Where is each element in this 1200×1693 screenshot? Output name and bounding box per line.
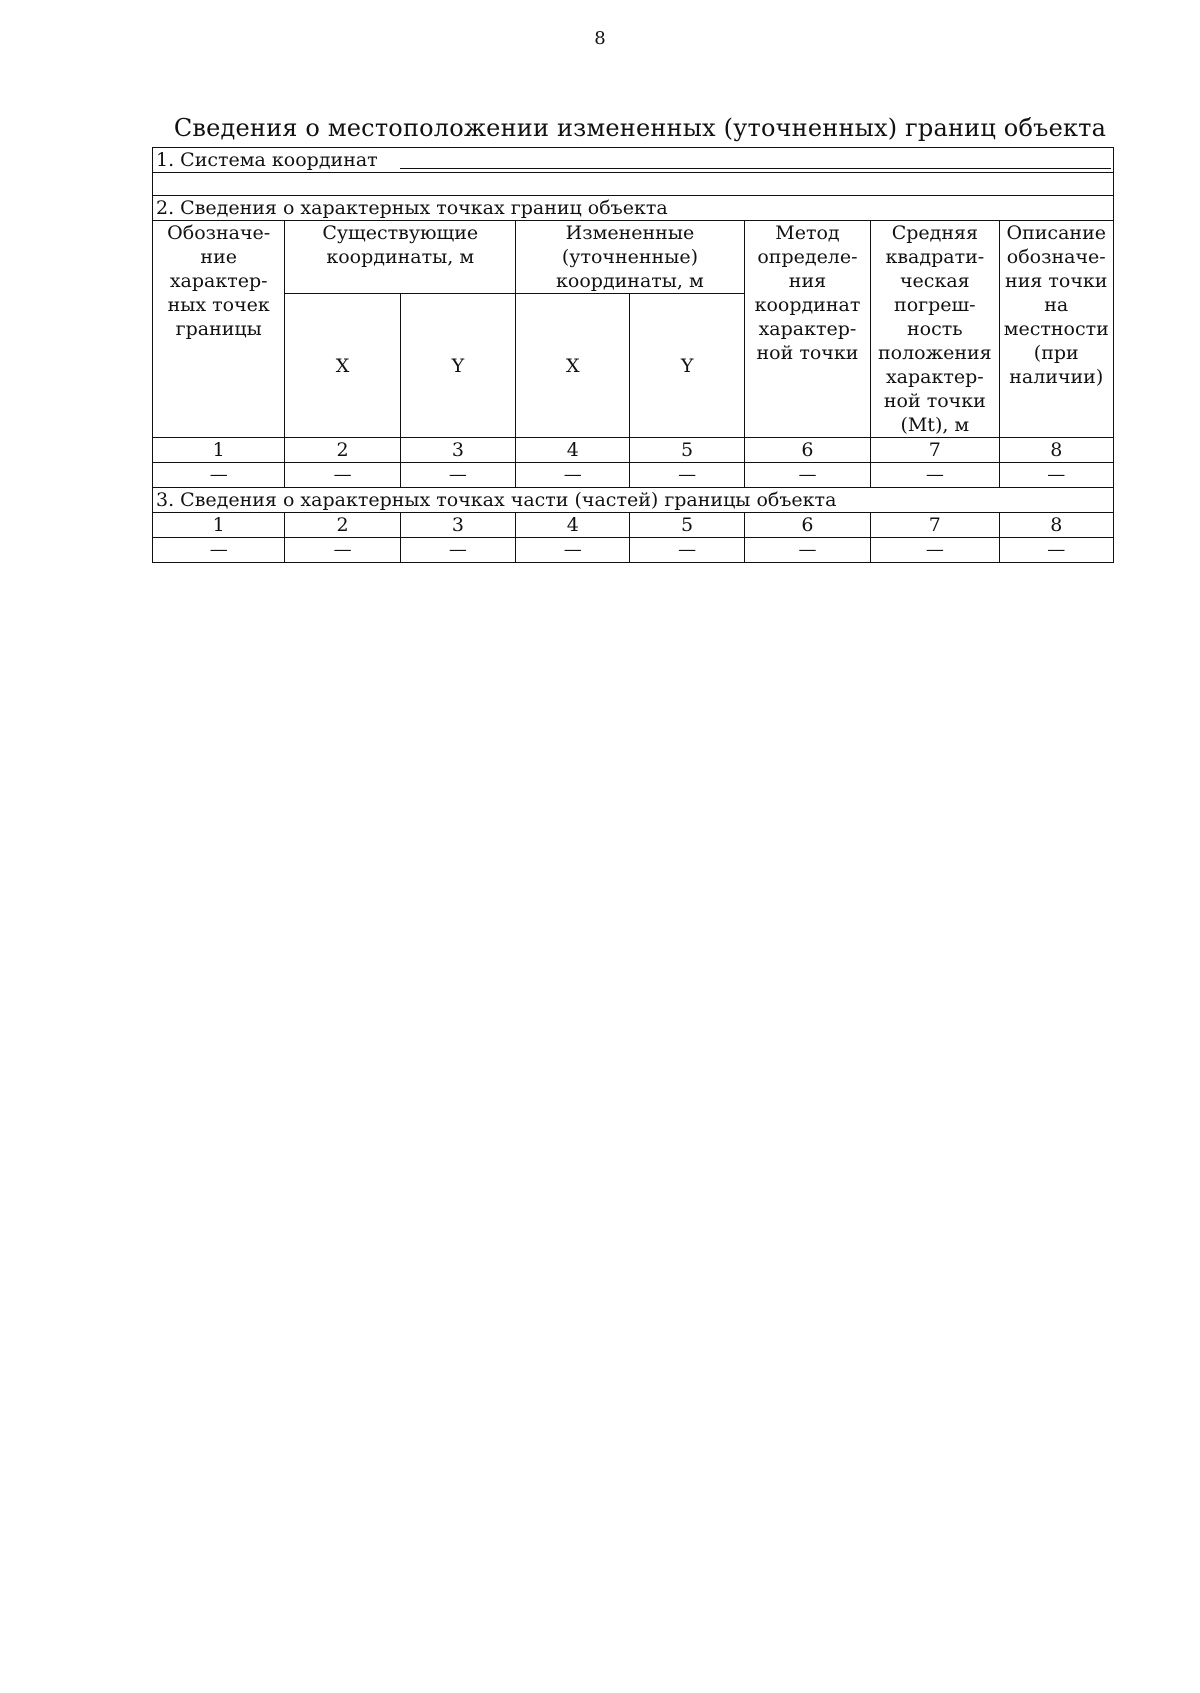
header-changed-x: X [516,294,630,438]
column-number: 5 [630,438,744,463]
column-number: 5 [630,513,744,538]
section3-heading-row [153,488,1114,513]
table-cell: — [285,538,400,563]
column-number: 2 [285,438,400,463]
table-cell: — [400,463,515,488]
column-number: 6 [744,438,870,463]
coordinate-system-row [153,148,1114,173]
header-method: Метод определе-ния координат характер-ной точки [744,221,870,438]
table-cell: — [153,538,285,563]
column-number: 4 [516,438,630,463]
section3-data-row [153,538,1114,563]
table-cell: — [999,463,1113,488]
table-cell: — [871,538,999,563]
table-cell: — [516,463,630,488]
table-cell: — [744,538,870,563]
section3-heading: 3. Сведения о характерных точках части (частей) границы объекта [153,488,1114,513]
table-cell: — [516,538,630,563]
table-cell: — [630,538,744,563]
coordinate-system-value-line [400,150,1111,169]
header-row-1 [153,221,1114,294]
table-cell: — [153,463,285,488]
coordinate-system-cell [153,148,1114,173]
document-title: Сведения о местоположении измененных (уточненных) границ объекта [173,114,1107,142]
header-point-designation: Обозначе-ние характер-ных точек границы [153,221,285,438]
table-cell: — [871,463,999,488]
coordinate-system-label: 1. Система координат [156,149,378,171]
section2-heading-row [153,196,1114,221]
column-number: 4 [516,513,630,538]
column-number: 8 [999,513,1113,538]
boundary-table [152,147,1114,563]
header-changed-y: Y [630,294,744,438]
column-number: 7 [871,438,999,463]
table-cell: — [744,463,870,488]
section2-data-row [153,463,1114,488]
column-number: 7 [871,513,999,538]
column-number: 8 [999,438,1113,463]
header-existing-coordinates: Существующие координаты, м [285,221,516,294]
header-description: Описание обозначе-ния точки на местности (при наличии) [999,221,1113,438]
column-number: 2 [285,513,400,538]
blank-cell [153,173,1114,196]
header-existing-x: X [285,294,400,438]
header-existing-y: Y [400,294,515,438]
column-number: 3 [400,513,515,538]
table-cell: — [630,463,744,488]
table-cell: — [999,538,1113,563]
column-number: 1 [153,513,285,538]
table-cell: — [400,538,515,563]
column-number: 1 [153,438,285,463]
section2-heading: 2. Сведения о характерных точках границ объекта [153,196,1114,221]
section3-column-numbers-row [153,513,1114,538]
blank-row [153,173,1114,196]
table-cell: — [285,463,400,488]
column-number: 6 [744,513,870,538]
header-changed-coordinates: Измененные (уточненные) координаты, м [516,221,745,294]
section2-column-numbers-row [153,438,1114,463]
column-number: 3 [400,438,515,463]
page-number: 8 [594,28,606,49]
header-mean-square-error: Средняя квадрати-ческая погреш-ность положения характер-ной точки (Mt), м [871,221,999,438]
